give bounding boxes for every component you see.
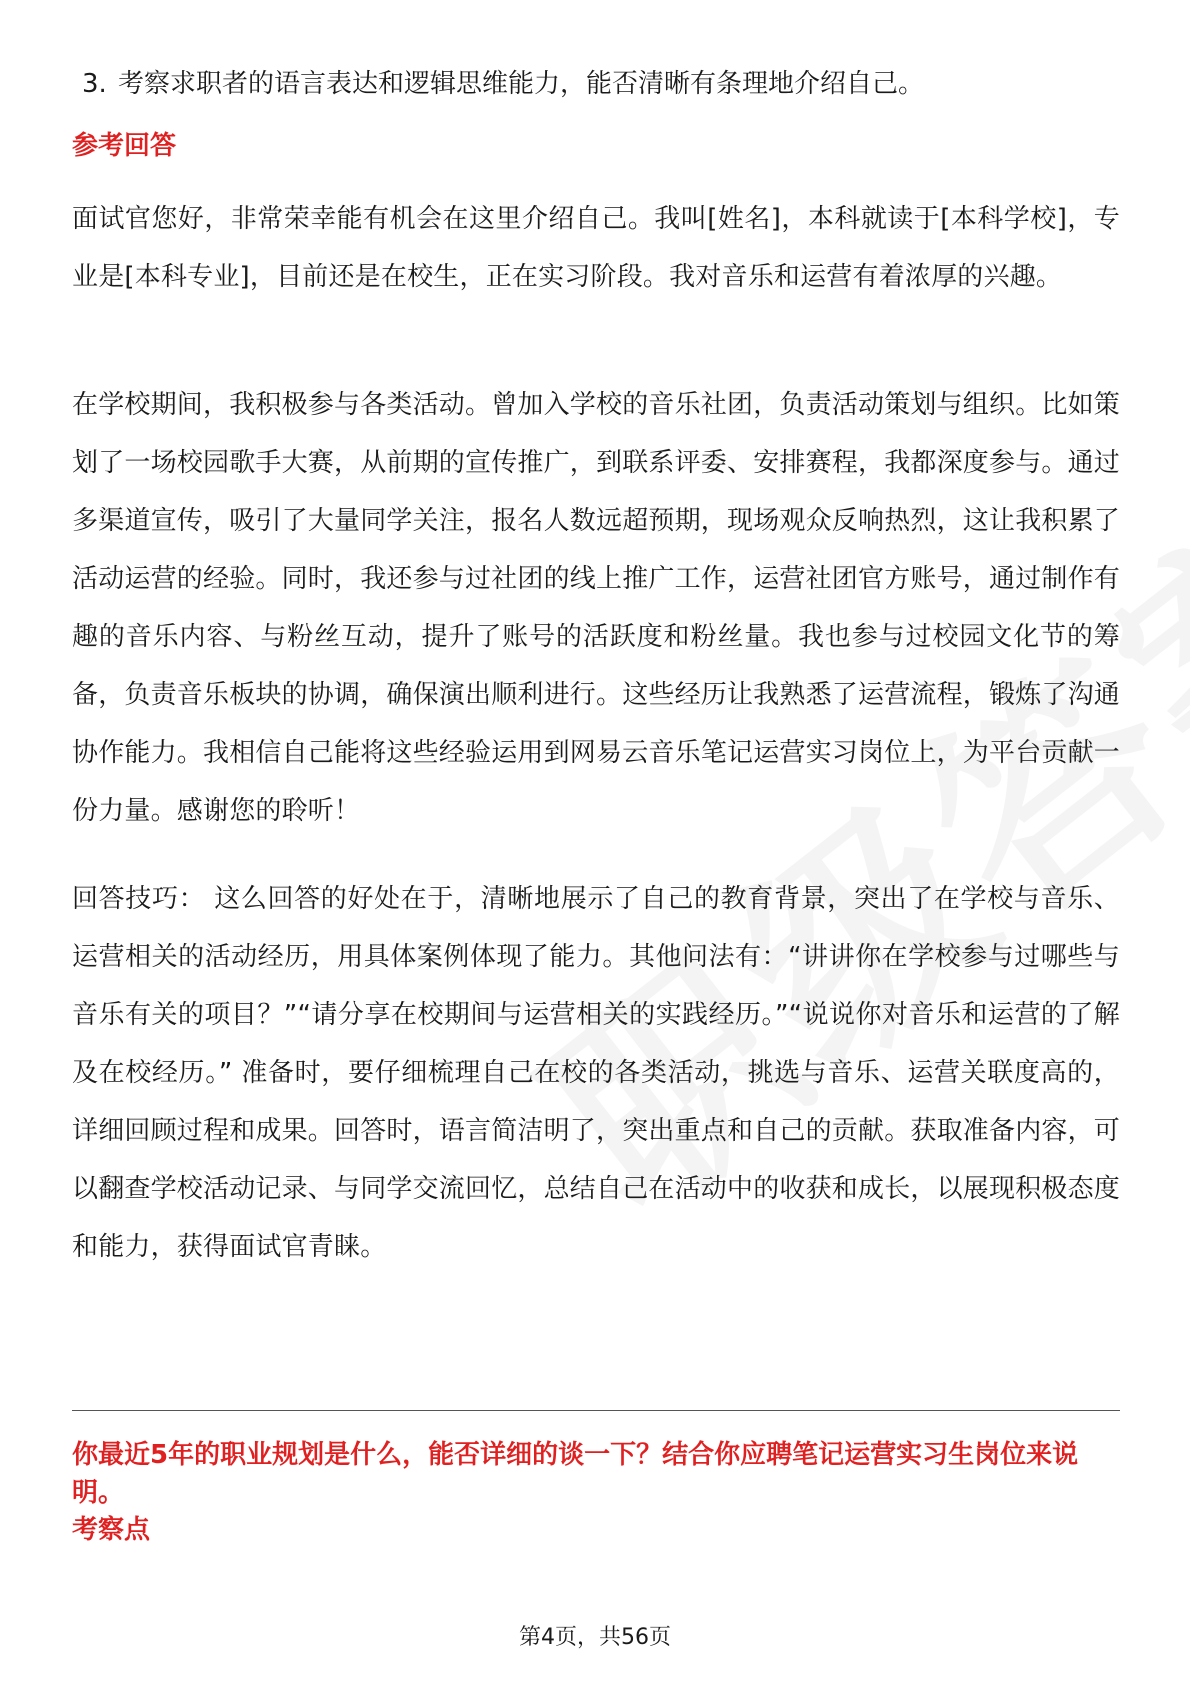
list-item-number: 3.: [82, 69, 107, 99]
section-divider: [72, 1410, 1120, 1411]
page-footer: 第4页，共56页: [519, 1625, 671, 1650]
examination-heading: 考察点: [72, 1515, 151, 1545]
answer-paragraph-intro: 面试官您好，非常荣幸能有机会在这里介绍自己。我叫[姓名]，本科就读于[本科学校]，专业是[本科专业]，目前还是在校生，正在实习阶段。我对音乐和运营有着浓厚的兴趣。: [72, 204, 1120, 292]
list-item-text: 考察求职者的语言表达和逻辑思维能力，能否清晰有条理地介绍自己。: [118, 69, 925, 99]
answer-paragraph-experience: 在学校期间，我积极参与各类活动。曾加入学校的音乐社团，负责活动策划与组织。比如策划了一场校园歌手大赛，从前期的宣传推广，到联系评委、安排赛程，我都深度参与。通过多渠道宣传，吸引了大量同学关注，报名人数远超预期，现场观众反响热烈，这让我积累了活动运营的经验。同时，我还参与过社团的线上推广工作，运营社团官方账号，通过制作有趣的音乐内容、与粉丝互动，提升了账号的活跃度和粉丝量。我也参与过校园文化节的筹备，负责音乐板块的协调，确保演出顺利进行。这些经历让我熟悉了运营流程，锻炼了沟通协作能力。我相信自己能将这些经验运用到网易云音乐笔记运营实习岗位上，为平台贡献一份力量。感谢您的聆听！: [72, 390, 1121, 826]
list-item-3: [82, 62, 924, 106]
answer-tips-paragraph: 回答技巧： 这么回答的好处在于，清晰地展示了自己的教育背景，突出了在学校与音乐、运营相关的活动经历，用具体案例体现了能力。其他问法有：“讲讲你在学校参与过哪些与音乐有关的项目？”“请分享在校期间与运营相关的实践经历。”“说说你对音乐和运营的了解及在校经历。” 准备时，要仔细梳理自己在校的各类活动，挑选与音乐、运营关联度高的，详细回顾过程和成果。回答时，语言简洁明了，突出重点和自己的贡献。获取准备内容，可以翻查学校活动记录、与同学交流回忆，总结自己在活动中的收获和成长，以展现积极态度和能力，获得面试官青睐。: [72, 884, 1121, 1262]
document-page: [72, 0, 1122, 1684]
next-question-title: 你最近5年的职业规划是什么，能否详细的谈一下？结合你应聘笔记运营实习生岗位来说明。: [72, 1440, 1079, 1508]
answer-heading: 参考回答: [72, 131, 177, 161]
